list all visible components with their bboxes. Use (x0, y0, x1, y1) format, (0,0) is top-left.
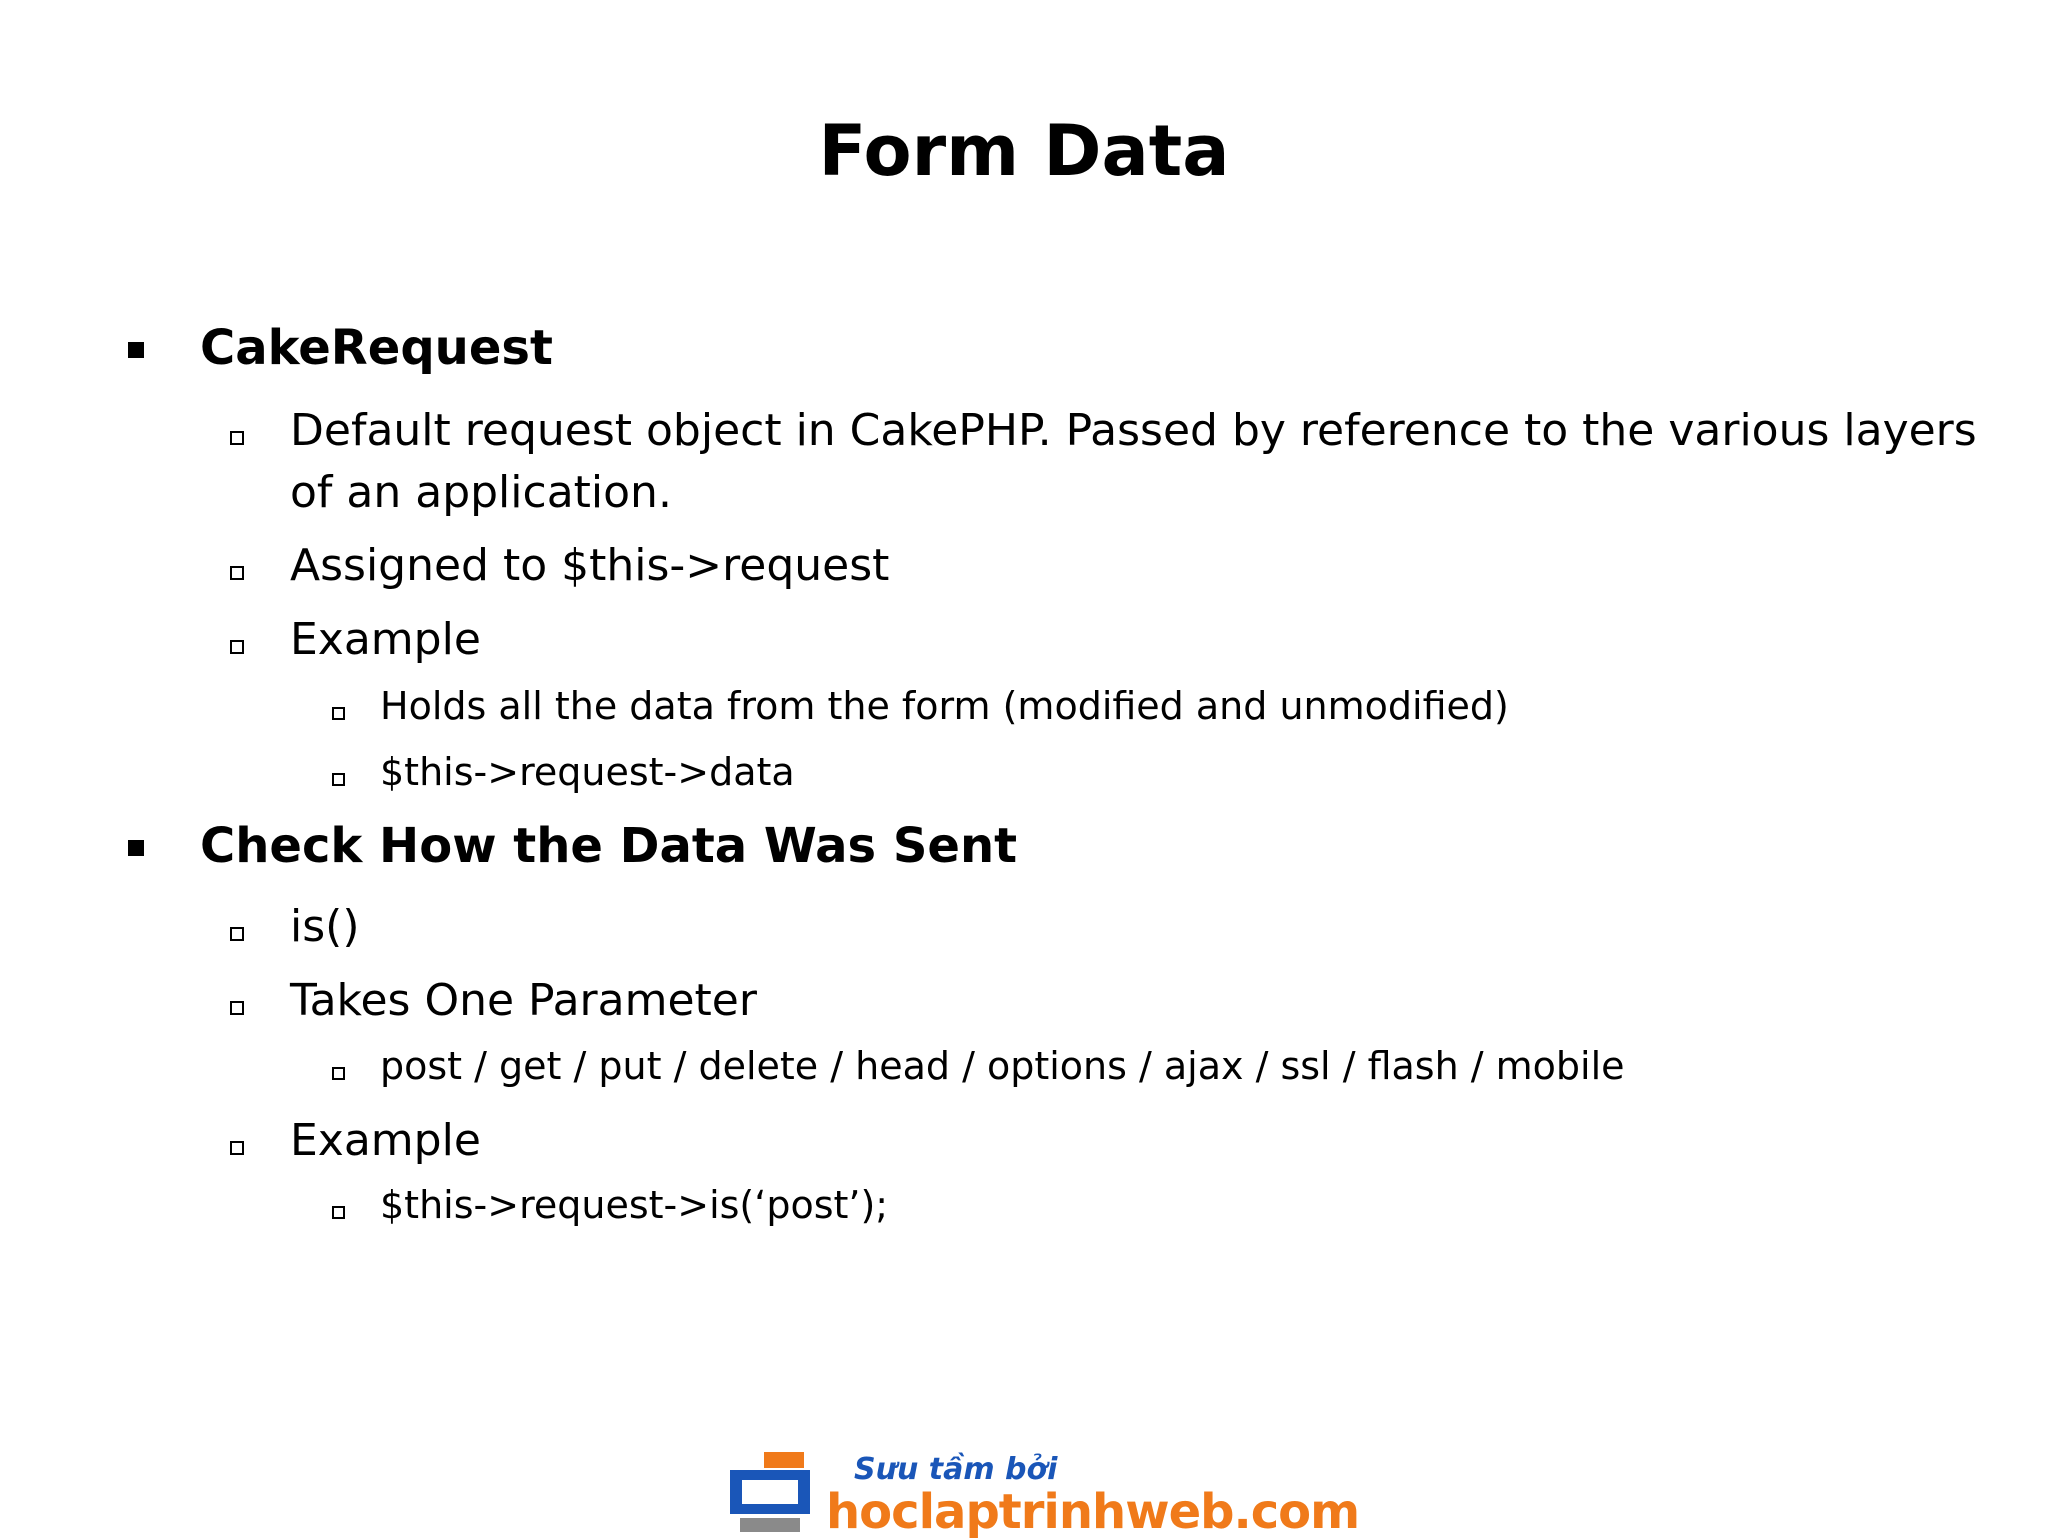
list-item: Assigned to $this->request (290, 540, 890, 591)
sub-list-item: post / get / put / delete / head / options / ajax / ssl / flash / mobile (380, 1044, 1625, 1088)
bullet-hollow-square-icon (230, 566, 244, 580)
bullet-hollow-square-small-icon (332, 1067, 345, 1080)
bullet-square-icon (128, 342, 144, 358)
list-item: Example (290, 1115, 481, 1166)
list-item: Example (290, 614, 481, 665)
footer-tagline: Sưu tầm bởi (854, 1452, 1058, 1487)
list-item-line: Default request object in CakePHP. Passed by reference to the various layers (290, 405, 1977, 456)
bullet-hollow-square-icon (230, 927, 244, 941)
bullet-square-icon (128, 840, 144, 856)
footer-brand: hoclaptrinhweb.com (826, 1484, 1360, 1540)
slide-title: Form Data (818, 110, 1230, 192)
bullet-hollow-square-small-icon (332, 1206, 345, 1219)
section-heading-cakerequest: CakeRequest (200, 320, 553, 376)
sub-list-item: $this->request->data (380, 750, 795, 794)
bullet-hollow-square-icon (230, 640, 244, 654)
list-item-line: of an application. (290, 467, 672, 518)
bullet-hollow-square-small-icon (332, 773, 345, 786)
bullet-hollow-square-icon (230, 1141, 244, 1155)
bullet-hollow-square-icon (230, 431, 244, 445)
bullet-hollow-square-icon (230, 1001, 244, 1015)
sub-list-item: Holds all the data from the form (modified and unmodified) (380, 684, 1509, 728)
sub-list-item: $this->request->is(‘post’); (380, 1183, 889, 1227)
bullet-hollow-square-small-icon (332, 707, 345, 720)
footer-logo (730, 1452, 1360, 1540)
section-heading-check-data: Check How the Data Was Sent (200, 818, 1018, 874)
list-item: is() (290, 901, 360, 952)
computer-logo-icon (730, 1452, 810, 1536)
list-item: Takes One Parameter (290, 975, 757, 1026)
